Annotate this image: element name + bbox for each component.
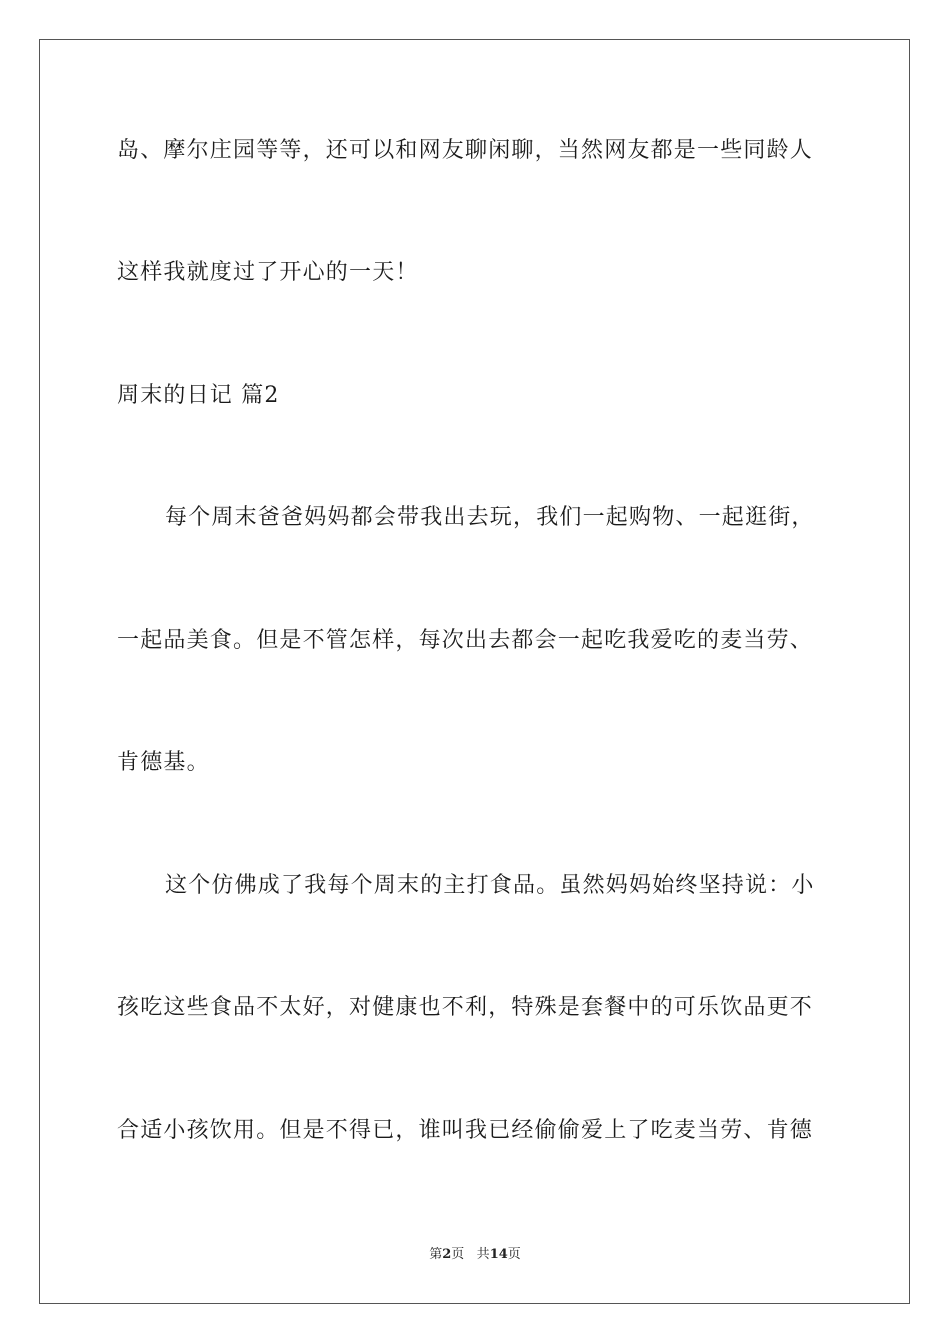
paragraph-1-line-3: 肯德基。 — [117, 750, 210, 775]
body-line-2: 这样我就度过了开心的一天！ — [117, 260, 419, 285]
body-line-1: 岛、摩尔庄园等等，还可以和网友聊闲聊，当然网友都是一些同龄人 — [117, 138, 814, 163]
paragraph-2-line-1: 这个仿佛成了我每个周末的主打食品。虽然妈妈始终坚持说：小 — [165, 873, 815, 898]
paragraph-2-line-3: 合适小孩饮用。但是不得已，谁叫我已经偷偷爱上了吃麦当劳、肯德 — [117, 1118, 814, 1143]
footer-page-number: 2 — [442, 1247, 452, 1262]
footer-page-prefix: 第 — [429, 1247, 443, 1262]
page-frame — [39, 39, 910, 1304]
footer-total-prefix: 共 — [476, 1247, 490, 1262]
section-heading: 周末的日记 篇2 — [117, 383, 280, 408]
footer-page-suffix: 页 — [451, 1247, 465, 1262]
footer-total-pages: 14 — [489, 1247, 508, 1262]
page-footer — [0, 1246, 950, 1264]
paragraph-2-line-2: 孩吃这些食品不太好，对健康也不利，特殊是套餐中的可乐饮品更不 — [117, 995, 814, 1020]
footer-total-suffix: 页 — [507, 1247, 521, 1262]
paragraph-1-line-1: 每个周末爸爸妈妈都会带我出去玩，我们一起购物、一起逛街， — [165, 505, 815, 530]
paragraph-1-line-2: 一起品美食。但是不管怎样，每次出去都会一起吃我爱吃的麦当劳、 — [117, 628, 814, 653]
